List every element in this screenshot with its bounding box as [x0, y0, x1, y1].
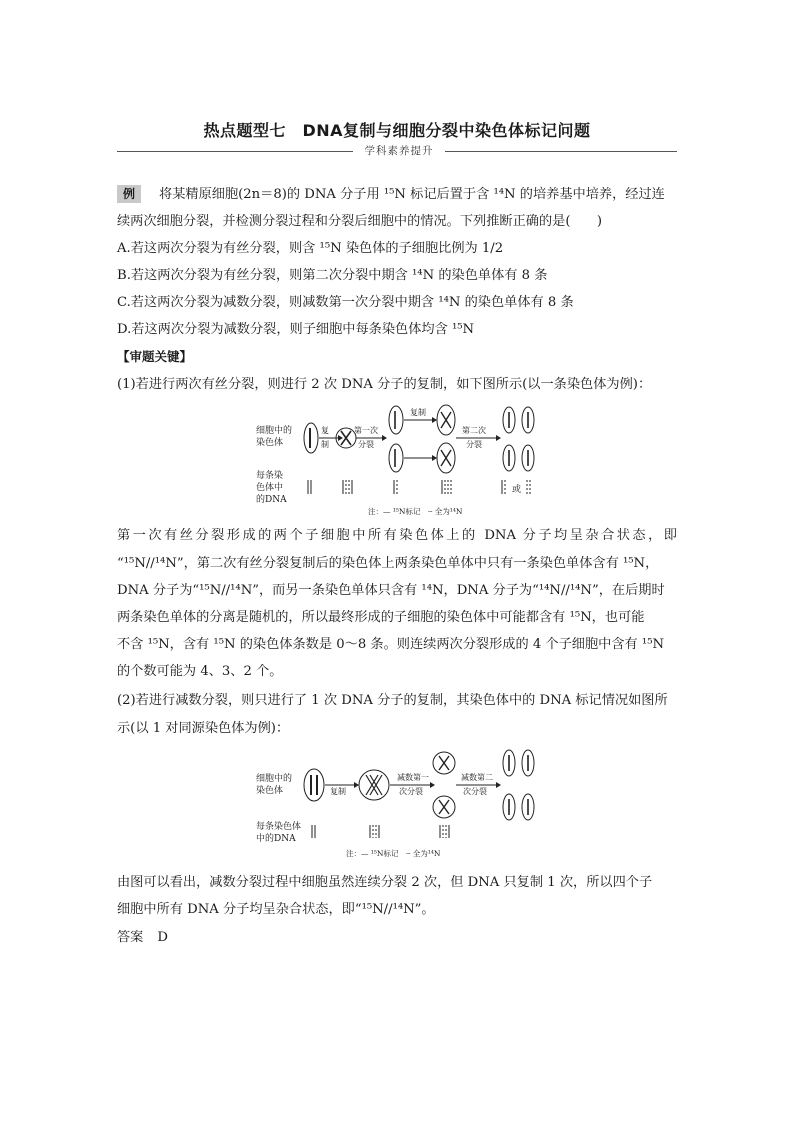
analysis-part2-intro-1: (2)若进行减数分裂，则只进行了 1 次 DNA 分子的复制，其染色体中的 DNA 标记情况如图所: [117, 693, 668, 708]
analysis-part1-text-6: 的个数可能为 4、3、2 个。: [117, 664, 283, 679]
analysis-heading: 【审题关键】: [117, 349, 193, 364]
analysis-part1-text-4: 两条染色单体的分离是随机的，所以最终形成的子细胞的染色体中可能都含有 ¹⁵N，也可能: [117, 610, 645, 625]
d2-arrow-1-head: [354, 782, 359, 788]
page-title: 热点题型七 DNA复制与细胞分裂中染色体标记问题: [203, 121, 591, 140]
title-rule-left: [117, 151, 353, 152]
d1-arrow-1-label-a: 复: [321, 426, 329, 435]
question-stem-line-2: 续两次细胞分裂，并检测分裂过程和分裂后细胞中的情况。下列推断正确的是( ): [117, 214, 603, 229]
d1-cell-3b: [389, 444, 403, 472]
section-subtitle: 学科素养提升: [364, 145, 434, 157]
d2-arrow-3-head: [496, 782, 501, 788]
d2-chromosome-2: [366, 775, 382, 795]
d1-arrow-3a-label: 复制: [410, 408, 426, 417]
d1-arrow-4-label-a: 第二次: [462, 426, 486, 435]
d2-legend-note: 注：— ¹⁵N标记 ┄ 全为¹⁴N: [346, 849, 441, 858]
analysis-part2-text-1: 由图可以看出，减数分裂过程中细胞虽然连续分裂 2 次，但 DNA 只复制 1 次，所以四个子: [117, 875, 653, 890]
d1-arrow-1-label-b: 制: [321, 440, 329, 449]
d1-arrow-3b-head: [432, 455, 437, 461]
analysis-part1-text-1: 第一次有丝分裂形成的两个子细胞中所有染色体上的 DNA 分子均呈杂合状态，即: [117, 528, 677, 543]
d1-row1-label-b: 染色体: [256, 438, 284, 448]
d2-cell-2: [359, 770, 389, 800]
analysis-part2-intro-2: 示(以 1 对同源染色体为例)：: [117, 721, 290, 736]
d1-chromosome-4a: [441, 412, 451, 428]
d1-chromosome-4b: [441, 450, 451, 466]
analysis-part1-text-3: DNA 分子为“¹⁵N//¹⁴N”，而另一条染色单体只含有 ¹⁴N，DNA 分子为“¹⁴N//¹⁴N”，在后期时: [117, 583, 665, 598]
d1-or-label: 或: [512, 485, 522, 495]
d1-arrow-4-label-b: 分裂: [466, 440, 482, 449]
d1-row2-label-c: 的DNA: [256, 495, 287, 505]
d1-arrow-2-head: [382, 435, 387, 441]
answer-line: [117, 929, 677, 947]
analysis-part1-text-2: “¹⁵N//¹⁴N”，第二次有丝分裂复制后的染色体上两条染色单体中只有一条染色单体含有 ¹⁵N，: [117, 556, 659, 571]
d1-cell-3a: [389, 406, 403, 434]
d2-row1-label-a: 细胞中的: [256, 774, 293, 784]
d1-row1-label-a: 细胞中的: [256, 426, 293, 436]
d1-arrow-2-label-b: 分裂: [358, 440, 374, 449]
d2-arrow-1-label: 复制: [330, 787, 346, 796]
d2-arrow-2-label-a: 减数第一: [397, 773, 429, 782]
d2-row2-label-a: 每条染色体: [256, 822, 302, 832]
d1-row2-label-b: 色体中: [256, 483, 284, 493]
d2-arrow-2-label-b: 次分裂: [399, 787, 423, 796]
answer-value: D: [157, 930, 168, 945]
d2-arrow-3-label-b: 次分裂: [463, 787, 487, 796]
example-tag: 例: [117, 185, 141, 203]
analysis-part1-text-5: 不含 ¹⁵N，含有 ¹⁵N 的染色体条数是 0～8 条。则连续两次分裂形成的 4 个子细胞中含有 ¹⁵N: [117, 637, 665, 652]
question-stem-line-1: [117, 185, 677, 204]
d2-row1-label-b: 染色体: [256, 786, 284, 796]
analysis-part1-intro: (1)若进行两次有丝分裂，则进行 2 次 DNA 分子的复制，如下图所示(以一条染色体为例)：: [117, 377, 652, 392]
d1-arrow-4-head: [496, 435, 501, 441]
d1-legend-note: 注：— ¹⁵N标记 ┄ 全为¹⁴N: [368, 507, 463, 516]
option-d: D.若这两次分裂为减数分裂，则子细胞中每条染色体均含 ¹⁵N: [117, 322, 475, 337]
d1-arrow-1-head: [338, 435, 343, 441]
option-c: C.若这两次分裂为减数分裂，则减数第一次分裂中期含 ¹⁴N 的染色单体有 8 条: [117, 295, 574, 310]
analysis-part2-text-2: 细胞中所有 DNA 分子均呈杂合状态，即“¹⁵N//¹⁴N”。: [117, 902, 435, 917]
meiosis-labeling-diagram: [250, 745, 550, 860]
d1-arrow-3a-head: [432, 417, 437, 423]
d1-arrow-2-label-a: 第一次: [354, 426, 378, 435]
d2-dna-row: [312, 825, 449, 838]
question-stem-text: 将某精原细胞(2n＝8)的 DNA 分子用 ¹⁵N 标记后置于含 ¹⁴N 的培养基中培养，经过连: [159, 187, 665, 202]
d2-chromosome-3b: [439, 800, 449, 814]
mitosis-labeling-diagram: [250, 402, 550, 520]
d2-row2-label-b: 中的DNA: [256, 834, 296, 844]
d1-row2-label-a: 每条染: [256, 471, 284, 481]
d2-arrow-2-head: [430, 782, 435, 788]
title-rule-right: [445, 151, 677, 152]
option-a: A.若这两次分裂为有丝分裂，则含 ¹⁵N 染色体的子细胞比例为 1/2: [117, 241, 504, 256]
answer-label: 答案: [117, 930, 144, 945]
d2-cell-1: [304, 769, 324, 801]
d2-arrow-3-label-a: 减数第二: [461, 773, 493, 782]
option-b: B.若这两次分裂为有丝分裂，则第二次分裂中期含 ¹⁴N 的染色单体有 8 条: [117, 268, 548, 283]
d1-dna-row: [308, 480, 530, 494]
d2-chromosome-3a: [439, 756, 449, 770]
